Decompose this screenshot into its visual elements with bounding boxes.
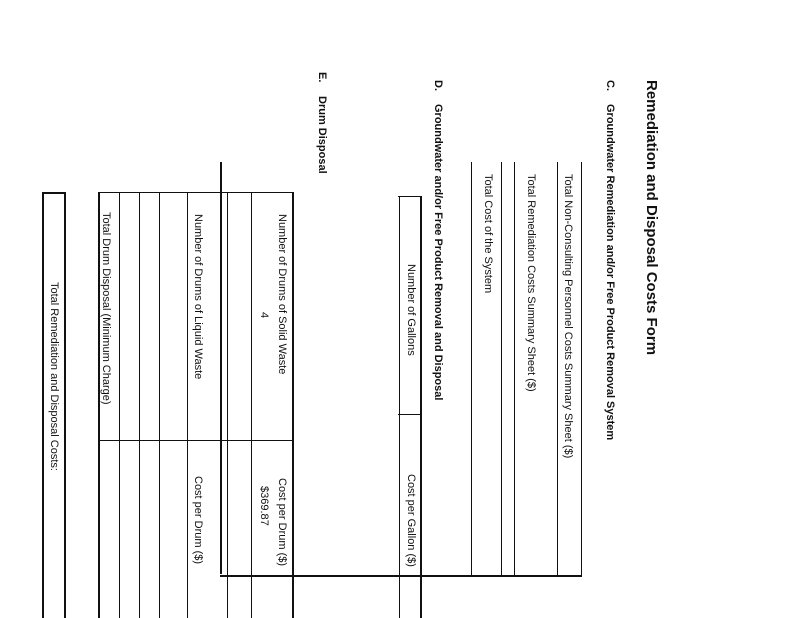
solid-cost-label: Cost per Drum ($) <box>276 478 288 567</box>
drum-disposal-total-label: Total Drum Disposal (Minimum Charge) <box>100 212 112 405</box>
form-title: Remediation and Disposal Costs Form <box>643 80 660 356</box>
section-e-title: Drum Disposal <box>316 96 328 174</box>
section-e-heading <box>316 72 328 174</box>
section-d-gallons-header: Number of Gallons <box>405 264 417 356</box>
section-d-cost-header: Cost per Gallon ($) <box>405 474 417 567</box>
liquid-waste-label: Number of Drums of Liquid Waste <box>192 214 204 380</box>
section-d-letter: D. <box>432 80 444 91</box>
section-c-row-remediation: Total Remediation Costs Summary Sheet ($) <box>525 174 537 392</box>
solid-waste-count: 4 <box>258 312 270 319</box>
solid-waste-label: Number of Drums of Solid Waste <box>276 214 288 375</box>
section-e-letter: E. <box>316 72 328 83</box>
section-c-row-total: Total Cost of the System <box>482 174 494 294</box>
section-c-row-personnel: Total Non-Consulting Personnel Costs Summary Sheet ($) <box>562 174 574 459</box>
section-c-letter: C. <box>604 80 616 91</box>
section-c-heading <box>604 80 616 440</box>
section-d-title: Groundwater and/or Free Product Removal and Disposal <box>432 104 444 401</box>
section-d-heading <box>432 80 444 400</box>
solid-cost-value: $369.87 <box>258 486 270 526</box>
grand-total-label: Total Remediation and Disposal Costs: <box>48 282 60 471</box>
section-c-title: Groundwater Remediation and/or Free Product Removal System <box>604 104 616 441</box>
liquid-cost-label: Cost per Drum ($) <box>192 476 204 565</box>
